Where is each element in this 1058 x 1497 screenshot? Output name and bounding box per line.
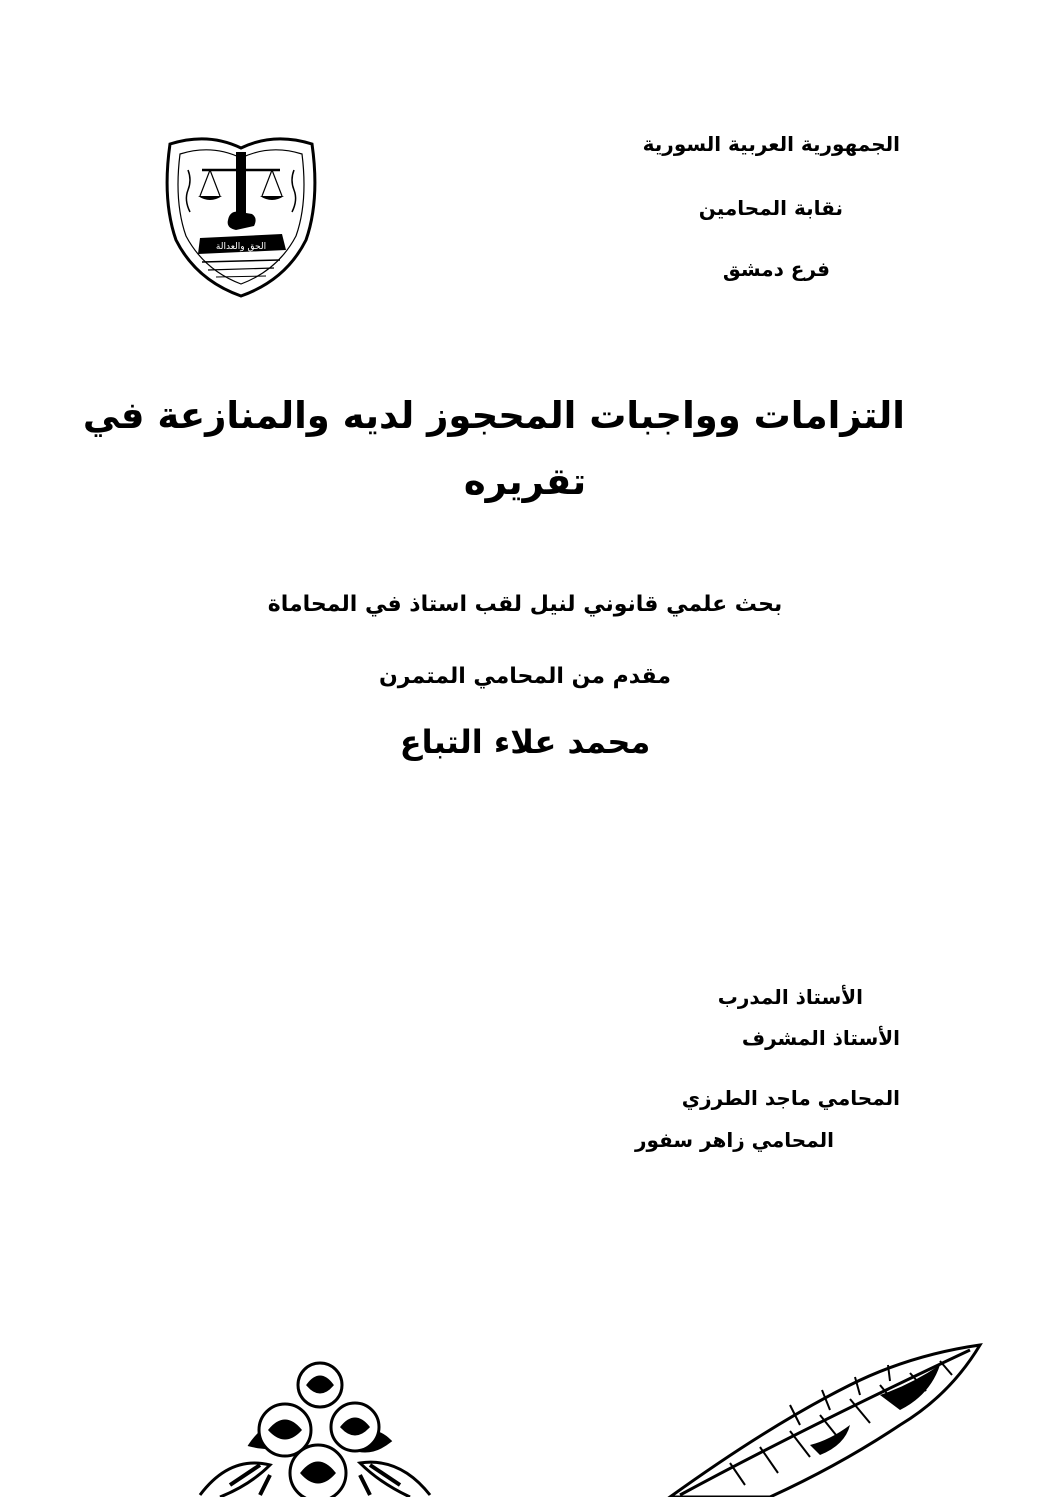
document-title-line-1: التزامات وواجبات المحجوز لديه والمنازعة في	[82, 394, 905, 437]
country-heading: الجمهورية العربية السورية	[642, 132, 900, 156]
author-name: محمد علاء التباع	[399, 723, 651, 761]
presented-by-label: مقدم من المحامي المتمرن	[379, 664, 671, 689]
emblem-motto: الحق والعدالة	[215, 242, 267, 252]
branch-heading: فرع دمشق	[722, 257, 830, 281]
trainer-name: المحامي ماجد الطرزي	[681, 1086, 900, 1110]
flower-bouquet-icon	[190, 1345, 440, 1497]
organization-heading: نقابة المحامين	[698, 196, 843, 220]
trainer-label: الأستاذ المدرب	[717, 985, 863, 1009]
research-purpose: بحث علمي قانوني لنيل لقب استاذ في المحاماة	[267, 592, 783, 617]
document-title-line-2: تقريره	[463, 460, 587, 503]
supervisor-label: الأستاذ المشرف	[741, 1026, 900, 1050]
quill-feather-icon	[650, 1335, 990, 1497]
supervisor-name: المحامي زاهر سفور	[634, 1128, 834, 1152]
bar-association-emblem-icon	[158, 130, 324, 300]
